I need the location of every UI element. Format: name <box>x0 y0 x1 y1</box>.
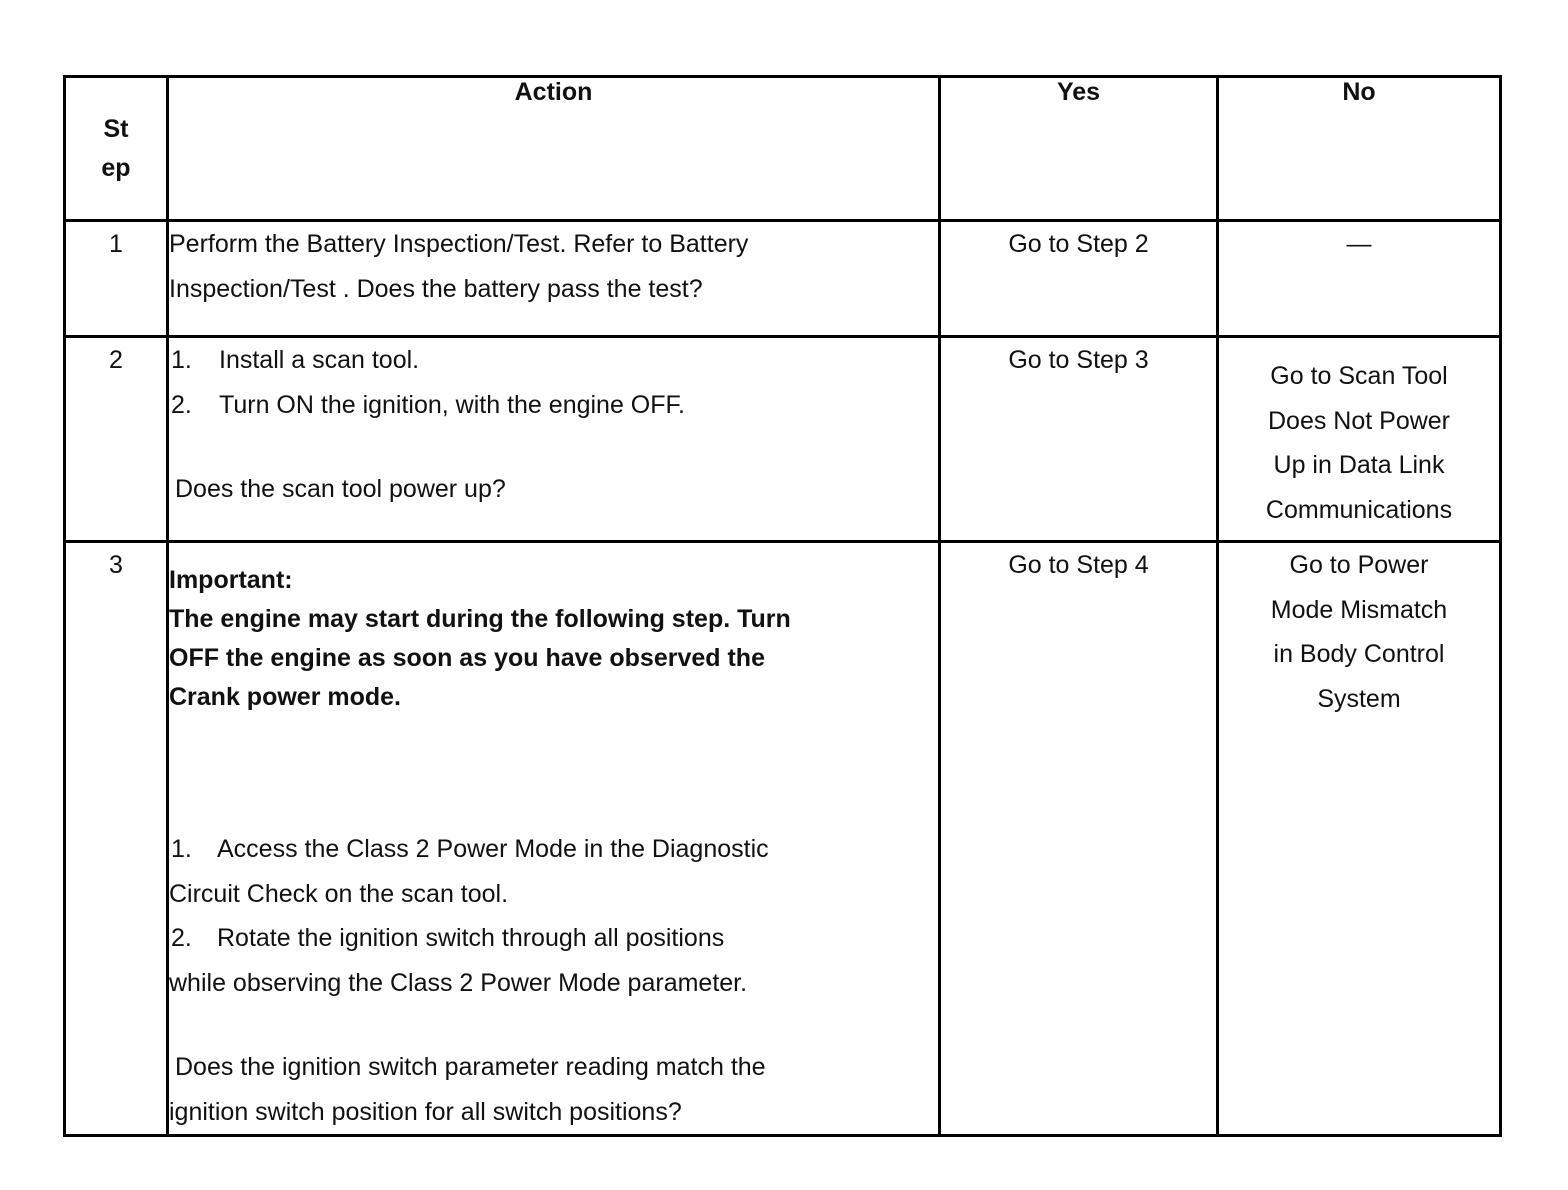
action-cell <box>168 542 940 1136</box>
table-row <box>65 221 1501 337</box>
header-step-line2: ep <box>101 153 131 182</box>
list-item <box>169 916 938 961</box>
yes-cell: Go to Step 4 <box>940 542 1218 1136</box>
list-text: Access the Class 2 Power Mode in the Diagnostic <box>217 835 769 863</box>
header-yes: Yes <box>940 77 1218 221</box>
list-number: 2. <box>171 924 192 952</box>
diagnostic-table <box>63 75 1502 1137</box>
no-text: System <box>1317 684 1401 713</box>
important-text: Crank power mode. <box>169 683 401 711</box>
list-text: Circuit Check on the scan tool. <box>169 879 509 908</box>
action-cell <box>168 221 940 337</box>
action-cell <box>168 337 940 542</box>
no-text: Mode Mismatch <box>1270 595 1448 624</box>
important-text: The engine may start during the following step. Turn <box>169 605 791 633</box>
header-step <box>65 77 168 221</box>
header-step-line1: St <box>103 114 129 143</box>
list-text: Install a scan tool. <box>219 346 420 374</box>
list-text: while observing the Class 2 Power Mode parameter. <box>169 968 748 997</box>
no-text: Does Not Power <box>1267 406 1451 435</box>
step-number: 3 <box>65 542 168 1136</box>
list-number: 1. <box>171 835 192 863</box>
yes-cell: Go to Step 3 <box>940 337 1218 542</box>
question-text: Does the scan tool power up? <box>175 475 506 503</box>
header-action: Action <box>168 77 940 221</box>
no-text: Up in Data Link <box>1273 451 1445 479</box>
no-cell <box>1218 337 1501 542</box>
no-cell: — <box>1218 221 1501 337</box>
header-row <box>65 77 1501 221</box>
list-item <box>169 383 938 428</box>
action-text: Inspection/Test . Does the battery pass the test? <box>169 274 703 303</box>
important-title: Important: <box>169 566 293 594</box>
no-text: Go to Power <box>1289 551 1429 579</box>
no-cell <box>1218 542 1501 1136</box>
table-row <box>65 337 1501 542</box>
list-text: Turn ON the ignition, with the engine OFF. <box>219 390 685 419</box>
list-text: Rotate the ignition switch through all positions <box>217 924 725 952</box>
list-item <box>169 338 938 383</box>
no-text: Communications <box>1265 495 1453 524</box>
question-text: ignition switch position for all switch positions? <box>169 1097 682 1126</box>
step-number: 2 <box>65 337 168 542</box>
question-text: Does the ignition switch parameter reading match the <box>175 1053 766 1081</box>
no-text: in Body Control <box>1273 640 1445 668</box>
list-number: 1. <box>171 346 192 374</box>
yes-cell: Go to Step 2 <box>940 221 1218 337</box>
table-row <box>65 542 1501 1136</box>
list-number: 2. <box>171 390 192 419</box>
important-text: OFF the engine as soon as you have observed the <box>169 644 765 672</box>
action-text: Perform the Battery Inspection/Test. Refer to Battery <box>169 230 749 258</box>
step-number: 1 <box>65 221 168 337</box>
header-no: No <box>1218 77 1501 221</box>
list-item <box>169 827 938 872</box>
no-text: Go to Scan Tool <box>1270 362 1448 390</box>
